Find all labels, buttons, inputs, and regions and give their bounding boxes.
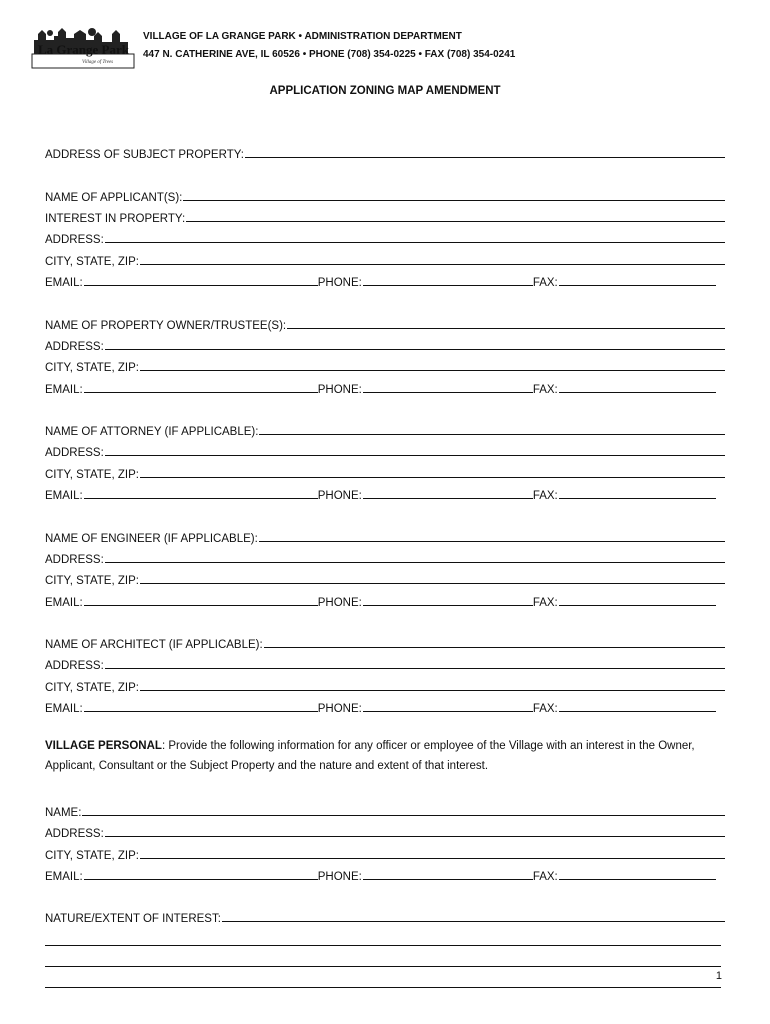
subject-address-row <box>45 140 725 161</box>
attorney-address-row <box>45 438 725 459</box>
application-form <box>45 140 725 988</box>
nature-row <box>45 904 725 925</box>
engineer-fax-field[interactable] <box>559 604 716 606</box>
architect-email-label: EMAIL: <box>45 703 83 716</box>
engineer-address-field[interactable] <box>105 561 725 563</box>
attorney-address-label: ADDRESS: <box>45 447 104 460</box>
applicant-phone-field[interactable] <box>363 284 533 286</box>
subject-address-label: ADDRESS OF SUBJECT PROPERTY: <box>45 149 244 162</box>
architect-phone-label: PHONE: <box>317 703 362 716</box>
engineer-email-label: EMAIL: <box>45 596 83 609</box>
engineer-name-field[interactable] <box>259 540 725 542</box>
engineer-address-label: ADDRESS: <box>45 553 104 566</box>
architect-address-field[interactable] <box>105 667 725 669</box>
personal-city-field[interactable] <box>140 857 725 859</box>
attorney-email-label: EMAIL: <box>45 490 83 503</box>
engineer-city-label: CITY, STATE, ZIP: <box>45 575 139 588</box>
attorney-city-field[interactable] <box>140 476 725 478</box>
owner-contact-row <box>45 374 725 395</box>
attorney-fax-label: FAX: <box>532 490 558 503</box>
applicant-email-field[interactable] <box>84 284 318 286</box>
engineer-email-field[interactable] <box>84 604 318 606</box>
page-number: 1 <box>715 970 722 982</box>
applicant-address-field[interactable] <box>105 241 725 243</box>
applicant-interest-label: INTEREST IN PROPERTY: <box>45 213 186 226</box>
nature-field-line-4[interactable] <box>45 986 721 988</box>
engineer-city-row <box>45 566 725 587</box>
personal-address-label: ADDRESS: <box>45 828 104 841</box>
personal-email-label: EMAIL: <box>45 870 83 883</box>
engineer-address-row <box>45 545 725 566</box>
attorney-city-label: CITY, STATE, ZIP: <box>45 468 139 481</box>
owner-email-label: EMAIL: <box>45 383 83 396</box>
personal-name-field[interactable] <box>82 814 725 816</box>
architect-fax-label: FAX: <box>532 703 558 716</box>
owner-address-label: ADDRESS: <box>45 340 104 353</box>
owner-city-label: CITY, STATE, ZIP: <box>45 362 139 375</box>
owner-name-row <box>45 310 725 331</box>
personal-email-field[interactable] <box>84 878 318 880</box>
applicant-interest-field[interactable] <box>186 220 725 222</box>
owner-email-field[interactable] <box>84 391 318 393</box>
architect-phone-field[interactable] <box>363 710 533 712</box>
nature-label: NATURE/EXTENT OF INTEREST: <box>45 913 221 926</box>
personal-city-label: CITY, STATE, ZIP: <box>45 849 139 862</box>
architect-email-field[interactable] <box>84 710 318 712</box>
personal-city-row <box>45 840 725 861</box>
personal-name-label: NAME: <box>45 806 82 819</box>
logo-text: La Grange Park <box>38 42 129 57</box>
attorney-email-field[interactable] <box>84 497 318 499</box>
logo-subtext: Village of Trees <box>82 60 114 65</box>
applicant-contact-row <box>45 268 725 289</box>
applicant-city-label: CITY, STATE, ZIP: <box>45 255 139 268</box>
attorney-phone-field[interactable] <box>363 497 533 499</box>
owner-phone-label: PHONE: <box>317 383 362 396</box>
village-logo <box>28 24 140 70</box>
personal-contact-row <box>45 862 725 883</box>
attorney-address-field[interactable] <box>105 454 725 456</box>
architect-name-label: NAME OF ARCHITECT (IF APPLICABLE): <box>45 639 263 652</box>
personal-name-row <box>45 798 725 819</box>
nature-field-line-3[interactable] <box>45 965 721 967</box>
village-personal-text: : Provide the following information for any officer or employee of the Village with an interest in the Owner, Applicant, Consultant or the Subject Property and the nature and extent of that interest. <box>45 740 695 773</box>
applicant-email-label: EMAIL: <box>45 277 83 290</box>
applicant-name-label: NAME OF APPLICANT(S): <box>45 191 183 204</box>
personal-fax-label: FAX: <box>532 870 558 883</box>
owner-name-label: NAME OF PROPERTY OWNER/TRUSTEE(S): <box>45 319 287 332</box>
applicant-name-field[interactable] <box>183 199 725 201</box>
applicant-fax-label: FAX: <box>532 277 558 290</box>
personal-fax-field[interactable] <box>559 878 716 880</box>
village-personal-paragraph <box>45 736 725 776</box>
owner-address-row <box>45 332 725 353</box>
architect-address-row <box>45 651 725 672</box>
attorney-city-row <box>45 459 725 480</box>
architect-contact-row <box>45 694 725 715</box>
applicant-address-row <box>45 225 725 246</box>
header-contact: 447 N. CATHERINE AVE, IL 60526 • PHONE (708) 354-0225 • FAX (708) 354-0241 <box>143 49 516 60</box>
personal-phone-label: PHONE: <box>317 870 362 883</box>
engineer-contact-row <box>45 587 725 608</box>
nature-field-line-2[interactable] <box>45 944 721 946</box>
owner-name-field[interactable] <box>287 327 725 329</box>
architect-city-row <box>45 672 725 693</box>
engineer-phone-field[interactable] <box>363 604 533 606</box>
attorney-name-field[interactable] <box>259 433 725 435</box>
owner-fax-label: FAX: <box>532 383 558 396</box>
personal-phone-field[interactable] <box>363 878 533 880</box>
nature-field[interactable] <box>222 920 725 922</box>
engineer-name-row <box>45 523 725 544</box>
architect-name-field[interactable] <box>264 646 725 648</box>
applicant-address-label: ADDRESS: <box>45 234 104 247</box>
owner-address-field[interactable] <box>105 348 725 350</box>
architect-city-field[interactable] <box>140 689 725 691</box>
engineer-city-field[interactable] <box>140 582 725 584</box>
personal-address-row <box>45 819 725 840</box>
personal-address-field[interactable] <box>105 835 725 837</box>
owner-fax-field[interactable] <box>559 391 716 393</box>
architect-address-label: ADDRESS: <box>45 660 104 673</box>
architect-fax-field[interactable] <box>559 710 716 712</box>
subject-address-field[interactable] <box>245 156 725 158</box>
applicant-phone-label: PHONE: <box>317 277 362 290</box>
attorney-contact-row <box>45 481 725 502</box>
applicant-fax-field[interactable] <box>559 284 716 286</box>
architect-city-label: CITY, STATE, ZIP: <box>45 681 139 694</box>
attorney-fax-field[interactable] <box>559 497 716 499</box>
owner-phone-field[interactable] <box>363 391 533 393</box>
attorney-name-label: NAME OF ATTORNEY (IF APPLICABLE): <box>45 426 259 439</box>
engineer-fax-label: FAX: <box>532 596 558 609</box>
engineer-name-label: NAME OF ENGINEER (IF APPLICABLE): <box>45 532 258 545</box>
village-personal-heading: VILLAGE PERSONAL <box>45 740 162 753</box>
header-department: VILLAGE OF LA GRANGE PARK • ADMINISTRATION DEPARTMENT <box>143 31 462 42</box>
applicant-city-field[interactable] <box>140 263 725 265</box>
attorney-name-row <box>45 417 725 438</box>
architect-name-row <box>45 630 725 651</box>
owner-city-row <box>45 353 725 374</box>
applicant-interest-row <box>45 204 725 225</box>
page-title: APPLICATION ZONING MAP AMENDMENT <box>269 85 501 97</box>
owner-city-field[interactable] <box>140 369 725 371</box>
applicant-name-row <box>45 183 725 204</box>
engineer-phone-label: PHONE: <box>317 596 362 609</box>
letterhead <box>28 24 728 74</box>
applicant-city-row <box>45 246 725 267</box>
attorney-phone-label: PHONE: <box>317 490 362 503</box>
